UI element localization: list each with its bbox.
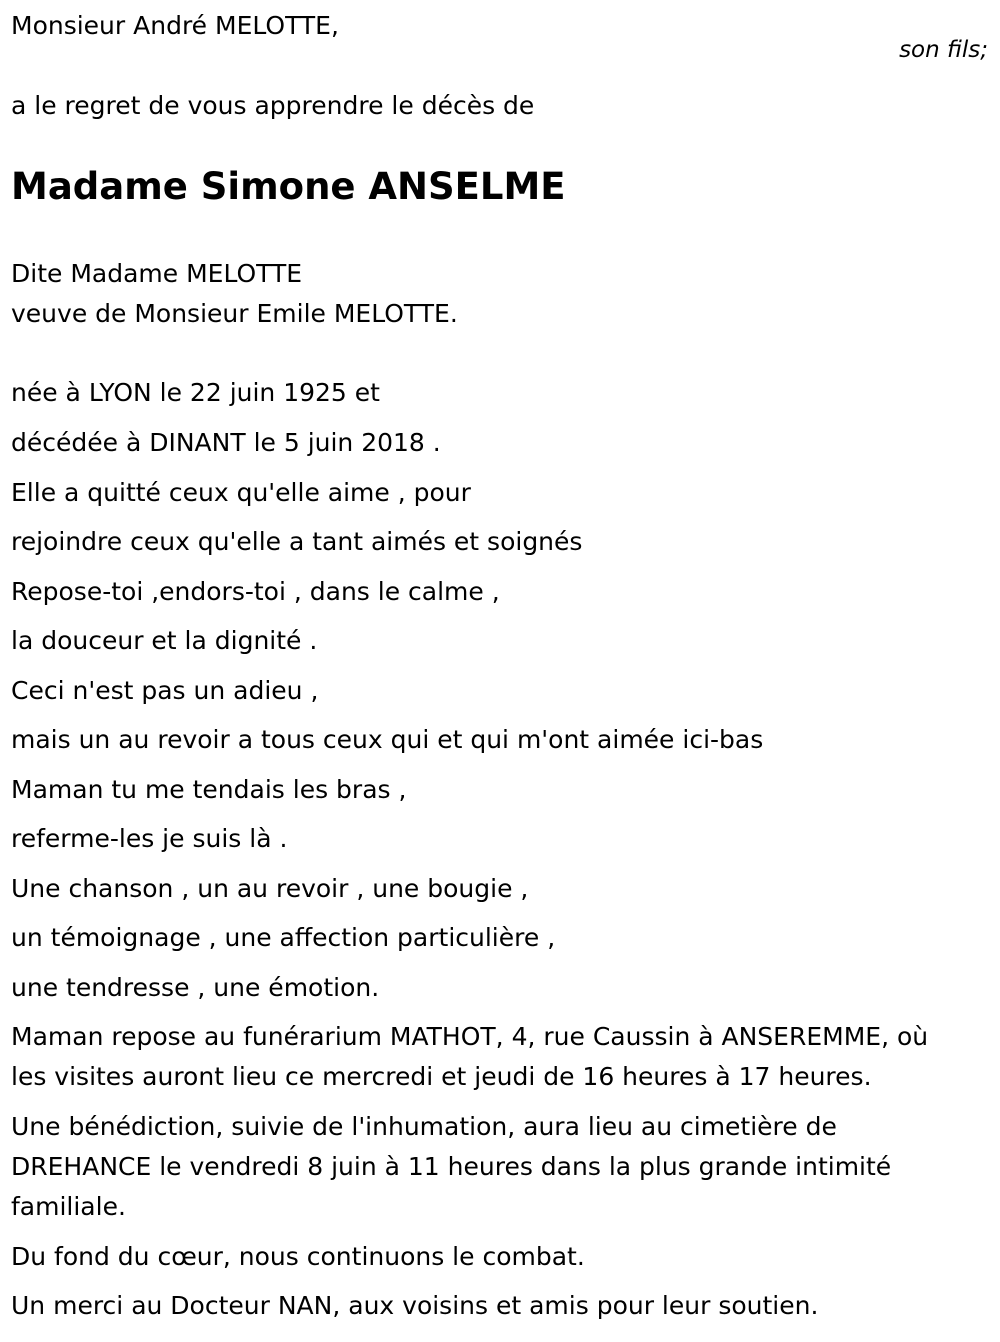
ceremony-line: familiale. [11, 1192, 126, 1221]
birth-line: née à LYON le 22 juin 1925 et [11, 378, 380, 407]
tribute-line: une tendresse , une émotion. [11, 973, 380, 1002]
ceremony-line: DREHANCE le vendredi 8 juin à 11 heures dans la plus grande intimité [11, 1152, 892, 1181]
tribute-line: referme-les je suis là . [11, 824, 288, 853]
closing-line: Du fond du cœur, nous continuons le combat. [11, 1242, 585, 1271]
widow-line: veuve de Monsieur Emile MELOTTE. [11, 299, 458, 328]
announcer-name: Monsieur André MELOTTE, [11, 11, 339, 40]
tribute-line: Une chanson , un au revoir , une bougie , [11, 874, 529, 903]
tribute-line: la douceur et la dignité . [11, 626, 318, 655]
visitation-line: Maman repose au funérarium MATHOT, 4, rue Caussin à ANSEREMME, où [11, 1022, 929, 1051]
tribute-line: Ceci n'est pas un adieu , [11, 676, 319, 705]
thanks-line: Un merci au Docteur NAN, aux voisins et amis pour leur soutien. [11, 1291, 819, 1320]
tribute-line: Maman tu me tendais les bras , [11, 775, 407, 804]
tribute-line: rejoindre ceux qu'elle a tant aimés et soignés [11, 527, 583, 556]
tribute-line: mais un au revoir a tous ceux qui et qui m'ont aimée ici-bas [11, 725, 764, 754]
tribute-line: Elle a quitté ceux qu'elle aime , pour [11, 478, 471, 507]
visitation-line: les visites auront lieu ce mercredi et jeudi de 16 heures à 17 heures. [11, 1062, 872, 1091]
ceremony-line: Une bénédiction, suivie de l'inhumation, aura lieu au cimetière de [11, 1112, 837, 1141]
alias-line: Dite Madame MELOTTE [11, 259, 303, 288]
relation-label: son fils; [899, 37, 988, 63]
deceased-name: Madame Simone ANSELME [11, 165, 566, 208]
tribute-line: Repose-toi ,endors-toi , dans le calme , [11, 577, 500, 606]
tribute-line: un témoignage , une affection particulière , [11, 923, 556, 952]
death-line: décédée à DINANT le 5 juin 2018 . [11, 428, 441, 457]
intro-text: a le regret de vous apprendre le décès de [11, 91, 535, 120]
